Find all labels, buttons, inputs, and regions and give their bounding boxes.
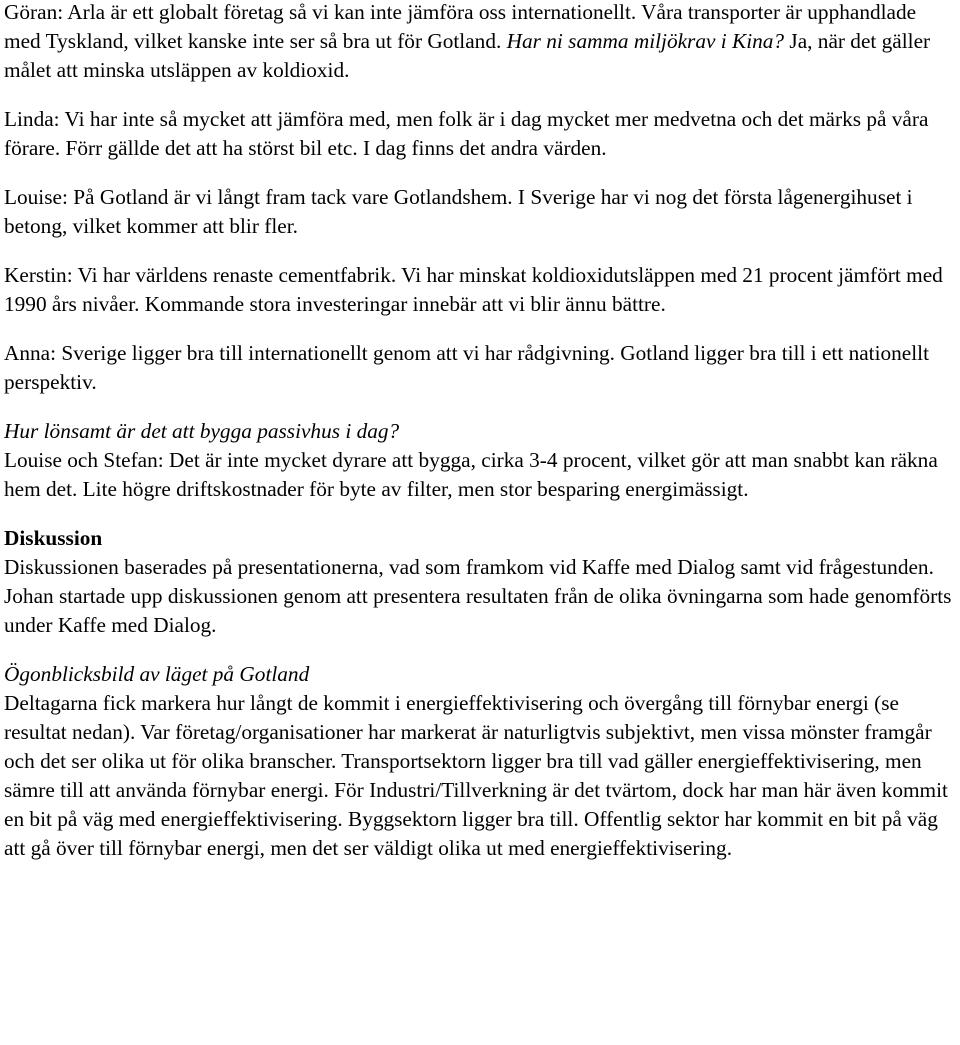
snapshot-heading: Ögonblicksbild av läget på Gotland: [4, 662, 310, 686]
goran-statement: Göran: Arla är ett globalt företag så vi kan inte jämföra oss internationellt. Våra transporter är upphandlade med Tyskland, vilket kanske inte ser så bra ut för Gotland.: [4, 0, 917, 53]
discussion-text: Diskussionen baserades på presentationerna, vad som framkom vid Kaffe med Dialog samt vid frågestunden. Johan startade upp diskussionen genom att presentera resultaten från de olika övningarna som hade genomförts under Kaffe med Dialog.: [4, 555, 952, 637]
passive-house-question: Hur lönsamt är det att bygga passivhus i dag?: [4, 419, 400, 443]
document-page: [4, 0, 956, 863]
goran-answer: Ja, när det gäller målet att minska utsläppen av koldioxid.: [4, 29, 931, 82]
snapshot-text: Deltagarna fick markera hur långt de kommit i energieffektivisering och övergång till förnybar energi (se resultat nedan). Var företag/organisationer har markerat är naturligtvis subjektivt, men vissa mönster framgår och det ser olika ut för olika branscher. Transportsektorn ligger bra till vad gäller energieffektivisering, men sämre till att använda förnybar energi. För Industri/Tillverkning är det tvärtom, dock har man här även kommit en bit på väg med energieffektivisering. Byggsektorn ligger bra till. Offentlig sektor har kommit en bit på väg att gå över till förnybar energi, men det ser väldigt olika ut med energieffektivisering.: [4, 691, 948, 860]
paragraph-goran: [4, 0, 956, 85]
paragraph-louise: Louise: På Gotland är vi långt fram tack vare Gotlandshem. I Sverige har vi nog det första lågenergihuset i betong, vilket kommer att blir fler.: [4, 185, 913, 238]
goran-question: Har ni samma miljökrav i Kina?: [506, 29, 785, 53]
passive-house-answer: Louise och Stefan: Det är inte mycket dyrare att bygga, cirka 3-4 procent, vilket gör att man snabbt kan räkna hem det. Lite högre driftskostnader för byte av filter, men stor besparing energimässigt.: [4, 448, 938, 501]
paragraph-anna: Anna: Sverige ligger bra till internationellt genom att vi har rådgivning. Gotland ligger bra till i ett nationellt perspektiv.: [4, 341, 930, 394]
paragraph-kerstin: Kerstin: Vi har världens renaste cementfabrik. Vi har minskat koldioxidutsläppen med 21 procent jämfört med 1990 års nivåer. Kommande stora investeringar innebär att vi blir ännu bättre.: [4, 263, 943, 316]
paragraph-linda: Linda: Vi har inte så mycket att jämföra med, men folk är i dag mycket mer medvetna och det märks på våra förare. Förr gällde det att ha störst bil etc. I dag finns det andra värden.: [4, 107, 929, 160]
discussion-heading: Diskussion: [4, 526, 103, 550]
